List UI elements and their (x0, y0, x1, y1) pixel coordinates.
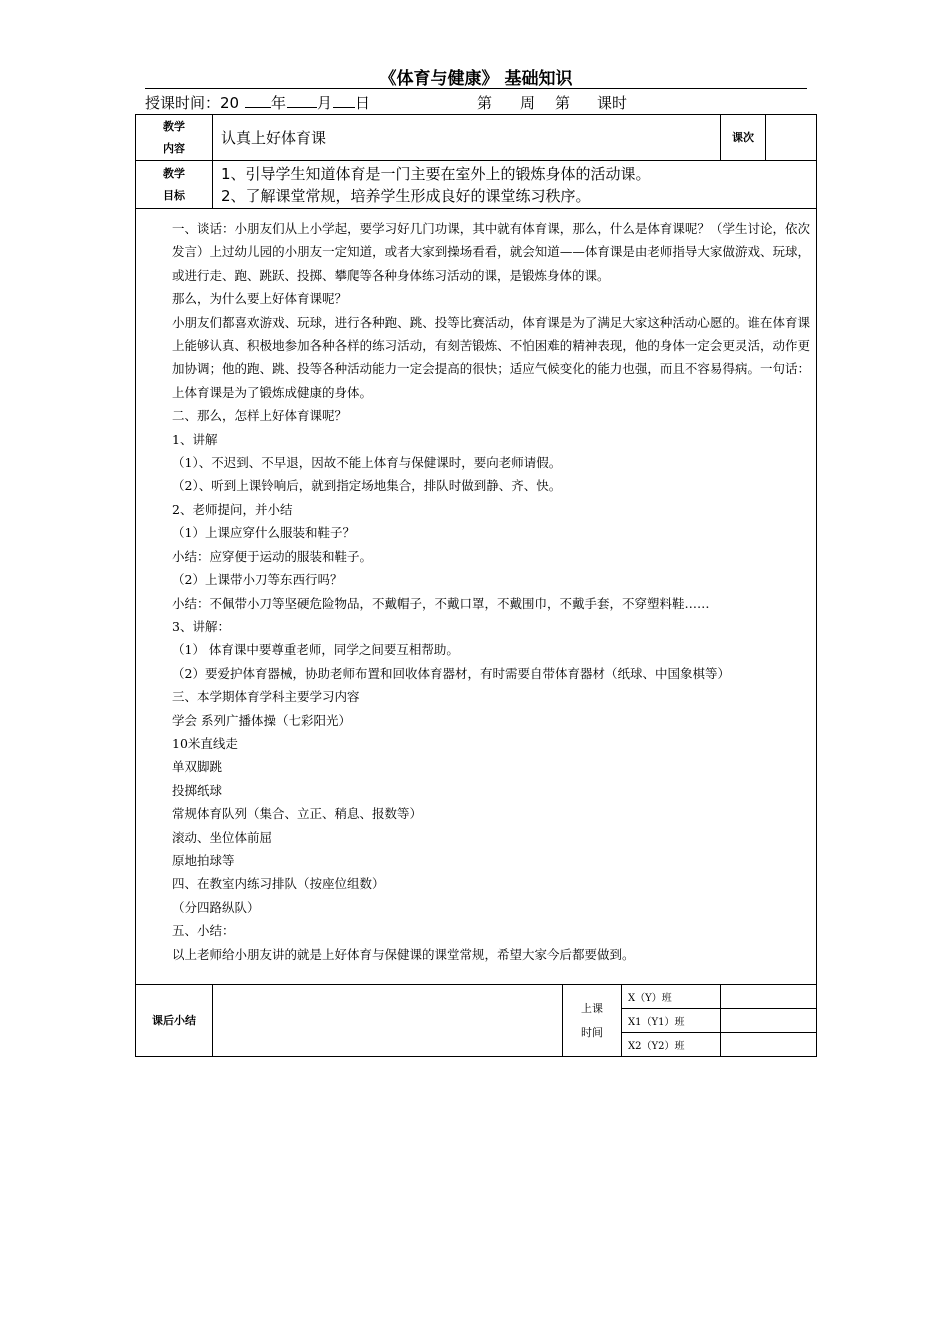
body-paragraph: 投掷纸球 (172, 782, 223, 798)
body-paragraph: 常规体育队列（集合、立正、稍息、报数等） (172, 806, 423, 822)
body-paragraph: 原地拍球等 (172, 852, 235, 868)
content-label-line2: 内容 (163, 141, 185, 155)
body-paragraph: 以上老师给小朋友讲的就是上好体育与保健课的课堂常规，希望大家今后都要做到。 (172, 946, 635, 962)
class-time-line1: 上课 (581, 1001, 603, 1015)
content-label-line1: 教学 (163, 119, 185, 133)
body-paragraph: （2）要爱护体育器械，协助老师布置和回收体育器材，有时需要自带体育器材（纸球、中国象棋等） (172, 665, 730, 681)
body-paragraph: （2）上课带小刀等东西行吗？ (172, 572, 343, 588)
body-paragraph: 小结：应穿便于运动的服装和鞋子。 (172, 548, 373, 564)
body-paragraph: （2）、听到上课铃响后，就到指定场地集合，排队时做到静、齐、快。 (172, 478, 562, 494)
content-label (136, 115, 213, 161)
goal-label-line1: 教学 (163, 166, 185, 180)
body-paragraph: 1、讲解 (172, 431, 218, 447)
body-paragraph: 小朋友们都喜欢游戏、玩球，进行各种跑、跳、投等比赛活动，体育课是为了满足大家这种活动心愿的。谁在体育课上能够认真、积极地参加各种各样的练习活动，有刻苦锻炼、不怕困难的精神表现，他的身体一定会更灵活，动作更加协调；他的跑、跳、投等各种活动能力一定会提高的很快；适应气候变化的能力也强，而且不容易得病。一句话：上体育课是为了锻炼成健康的身体。 (172, 314, 811, 400)
body-paragraph: 一、谈话：小朋友们从上小学起，要学习好几门功课，其中就有体育课，那么，什么是体育课呢？（学生讨论，依次发言）上过幼儿园的小朋友一定知道，或者大家到操场看看，就会知道——体育课是由老师指导大家做游戏、玩球，或进行走、跑、跳跃、投掷、攀爬等各种身体练习活动的课，是锻炼身体的课。 (172, 221, 811, 283)
day-label: 日 (355, 94, 371, 112)
body-paragraph: 单双脚跳 (172, 759, 223, 775)
goal-label-line2: 目标 (163, 188, 185, 202)
body-paragraph: （1）、不迟到、不早退，因故不能上体育与保健课时，要向老师请假。 (172, 455, 562, 471)
class-time-line2: 时间 (581, 1025, 603, 1039)
goal-label (136, 161, 213, 209)
footer-row (136, 985, 817, 1009)
lesson-number-label: 课次 (721, 115, 766, 161)
lesson-time-line (145, 92, 807, 114)
month-label: 月 (317, 94, 333, 112)
body-paragraph: 学会 系列广播体操（七彩阳光） (172, 712, 351, 728)
class-time-value (721, 1033, 817, 1057)
goal-item: 1、引导学生知道体育是一门主要在室外上的锻炼身体的活动课。 (221, 164, 651, 183)
goal-row (136, 161, 817, 209)
body-paragraph: 三、本学期体育学科主要学习内容 (172, 689, 360, 705)
title-underline (145, 88, 807, 89)
summary-value (213, 985, 563, 1057)
class-name: X2（Y2）班 (622, 1033, 721, 1057)
week-label: 周 (520, 94, 536, 112)
body-paragraph: 滚动、坐位体前屈 (172, 829, 273, 845)
class-time-value (721, 985, 817, 1009)
day-field (333, 92, 370, 114)
week-prefix: 第 (477, 94, 493, 112)
month-field (287, 92, 332, 114)
body-paragraph: 五、小结： (172, 923, 235, 939)
time-label-text: 授课时间：20 (145, 94, 240, 112)
goal-item: 2、了解课堂常规，培养学生形成良好的课堂练习秩序。 (221, 186, 591, 205)
time-label (145, 92, 239, 114)
body-paragraph: （1） 体育课中要尊重老师，同学之间要互相帮助。 (172, 642, 459, 658)
body-paragraph: （1）上课应穿什么服装和鞋子？ (172, 525, 355, 541)
body-paragraph: 二、那么，怎样上好体育课呢？ (172, 408, 348, 424)
lesson-number-value (766, 115, 817, 161)
body-paragraph: 小结：不佩带小刀等坚硬危险物品，不戴帽子，不戴口罩，不戴围巾，不戴手套，不穿塑料鞋…… (172, 595, 710, 611)
body-row (136, 209, 817, 985)
content-row (136, 115, 817, 161)
class-time-value (721, 1009, 817, 1033)
class-name: X1（Y1）班 (622, 1009, 721, 1033)
page-title: 《体育与健康》 基础知识 (379, 69, 573, 89)
body-paragraph: 四、在教室内练习排队（按座位组数） (172, 876, 385, 892)
class-name: X（Y）班 (622, 985, 721, 1009)
goal-list (213, 161, 817, 209)
lesson-plan-table (135, 114, 817, 1057)
year-field (245, 92, 286, 114)
body-paragraph: 2、老师提问，并小结 (172, 501, 293, 517)
class-time-label (563, 985, 622, 1057)
period-prefix: 第 (555, 94, 571, 112)
body-paragraph: （分四路纵队） (172, 899, 260, 915)
body-paragraph: 10米直线走 (172, 735, 238, 751)
body-paragraph: 那么，为什么要上好体育课呢？ (172, 291, 348, 307)
lesson-body (136, 209, 817, 985)
year-label: 年 (271, 94, 287, 112)
period-label: 课时 (597, 94, 628, 112)
content-value: 认真上好体育课 (213, 115, 721, 161)
summary-label: 课后小结 (136, 985, 213, 1057)
body-paragraph: 3、讲解： (172, 618, 230, 634)
